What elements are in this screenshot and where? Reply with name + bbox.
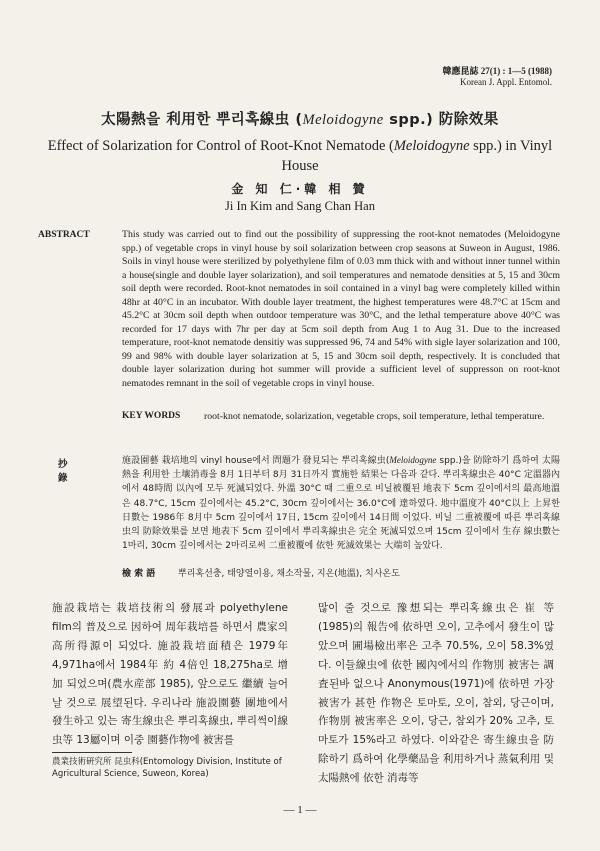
- page-number: — 1 —: [283, 804, 317, 816]
- keywords-text: root-knot nematode, solarization, vegetable crops, soil temperature, lethal temperature.: [204, 411, 545, 422]
- abstract-text: This study was carried out to find out the possibility of suppressing the root-knot nematodes (Meloidogyne spp.) of vegetable crops in vinyl house by soil solarization between crop seasons at Suweon in August, 1986. Soils in vinyl house were sterilized by polyethylene film of 0.03 mm thick with and without inner tunnel within a house(single and double layer solarization), and soil temperatures and nematode densities at 5, 15 and 30cm soil depth were recorded. Root-knot nematodes in soil contained in a vinyl bag were completely killed within 48hr at 40°C in an incubator. With double layer treatment, the highest temperatures were 48.7°C at 15cm and 45.2°C at 30cm soil depth when outdoor temperature was 30°C, and the lethal temperature above 40°C was recorded for 17 days with 7hr per day at 5cm soil depth from Aug 1 to Aug 31. Due to the increased temperature, root-knot nematode densitiy was suppressed 96, 74 and 54% with sigle layer solarization and 100, 99 and 98% with double layer solarization at 5, 15 and 30cm soil depth, respectively. It is concluded that double layer solarization during hot summer will provide a sufficient level of suppresson on root-knot nematodes remnant in the soil of vegetable crops in vinyl house.: [122, 229, 560, 390]
- body-column-left: 施設栽培는 栽培技術의 發展과 polyethylene film의 普及으로 因하여 周年栽培를 하면서 農家의 高所得源이 되었다. 施設栽培面積은 1979年 4,971ha에서 1984年 約 4倍인 18,275ha로 增加 되었으며(農水産部 1985), 앞으로도 繼續 늘어날 것으로 展望된다. 우리나라 施設園藝 團地에서 發生하고 있는 寄生線虫은 뿌리혹線虫, 뿌리썩이線虫等 13屬이며 이중 園藝作物에 被害를: [52, 602, 288, 747]
- korean-keywords-label: 檢 索 語: [122, 569, 156, 579]
- summary-text-post: spp.)을 防除하기 爲하여 太陽熱을 利用한 土壤消毒을 8月 1日부터 8月 31日까지 實施한 結果는 다음과 같다. 뿌리혹線虫은 40°C 定溫器內에서 48時間 以內에 모두 死滅되었다. 外溫 30°C 때 二重으로 비닐被覆된 地表下 5cm 깊이에서의 最高地溫은 48.7°C, 15cm 깊이에서는 45.2°C, 30cm 깊이에서는 36.0°C에 達하였다. 地中溫度가 40°C以上 上昇한 日數는 1986年 8月中 5cm 깊이에서 17日, 15cm 깊이에서 14日間 이었다. 비닐 二重被覆에 따른 뿌리혹線虫의 防除效果를 보면 地表下 5cm 깊이에서 뿌리혹線虫은 完全 死滅되었으며 15cm 깊이에서 生存 線虫數는 1마리, 30cm 깊이에서는 2마리로써 二重被覆에 依한 死滅效果는 大端히 높았다.: [122, 456, 561, 552]
- title-english-tail: spp.) in Vinyl House: [281, 138, 553, 174]
- title-korean: [0, 108, 600, 129]
- journal-citation: [443, 66, 553, 88]
- footnote-affiliation: 農業技術硏究所 昆虫科(Entomology Division, Institute of Agricultural Science, Suweon, Korea): [52, 757, 282, 779]
- korean-keywords-text: 뿌리혹선충, 태양열이용, 채소작물, 지온(地溫), 치사온도: [178, 569, 400, 579]
- body-column-right: 많이 줄 것으로 豫想되는 뿌리혹線虫은 崔 等(1985)의 報告에 依하면 오이, 고추에서 發生이 많았으며 圃場檢出率은 고추 70.5%, 오이 58.3%였다. 이들線虫에 依한 國內에서의 作物別 被害는 調査된바 없으나 Anonymous(1971)에 依하면 가장 被害가 甚한 作物은 토마토, 오이, 참외, 당근이며, 作物別 被害率은 오이, 당근, 참외가 20% 고추, 토마토가 15%라고 하였다. 이와같은 寄生線虫을 防除하기 爲하여 化學藥品을 利用하거나 蒸氣利用 및 太陽熱에 依한 消毒等: [318, 602, 554, 785]
- authors-korean: 金 知 仁·韓 相 贊: [231, 182, 369, 196]
- journal-citation-english: Korean J. Appl. Entomol.: [460, 77, 552, 87]
- title-korean-main: 太陽熱을 利用한 뿌리혹線虫 (: [101, 112, 303, 128]
- summary-text: [122, 453, 560, 553]
- title-korean-tail: spp.) 防除效果: [383, 112, 499, 128]
- abstract-label: ABSTRACT: [38, 230, 90, 240]
- summary-text-pre: 施設園藝 栽培地의 vinyl house에서 問題가 發見되는 뿌리혹線虫(: [122, 456, 390, 466]
- authors-english: Ji In Kim and Sang Chan Han: [225, 199, 375, 213]
- keywords-label: KEY WORDS: [122, 411, 181, 421]
- title-korean-genus: Meloidogyne: [302, 112, 384, 128]
- title-english-genus: Meloidogyne: [393, 138, 470, 154]
- summary-text-genus: Meloidogyne: [389, 455, 437, 465]
- title-english: [40, 136, 560, 176]
- title-english-main: Effect of Solarization for Control of Root-Knot Nematode (: [47, 138, 394, 154]
- summary-label: 抄 錄: [58, 459, 86, 484]
- journal-citation-korean: 韓應昆誌 27(1) : 1—5 (1988): [442, 66, 552, 76]
- footnote-divider: [52, 752, 132, 753]
